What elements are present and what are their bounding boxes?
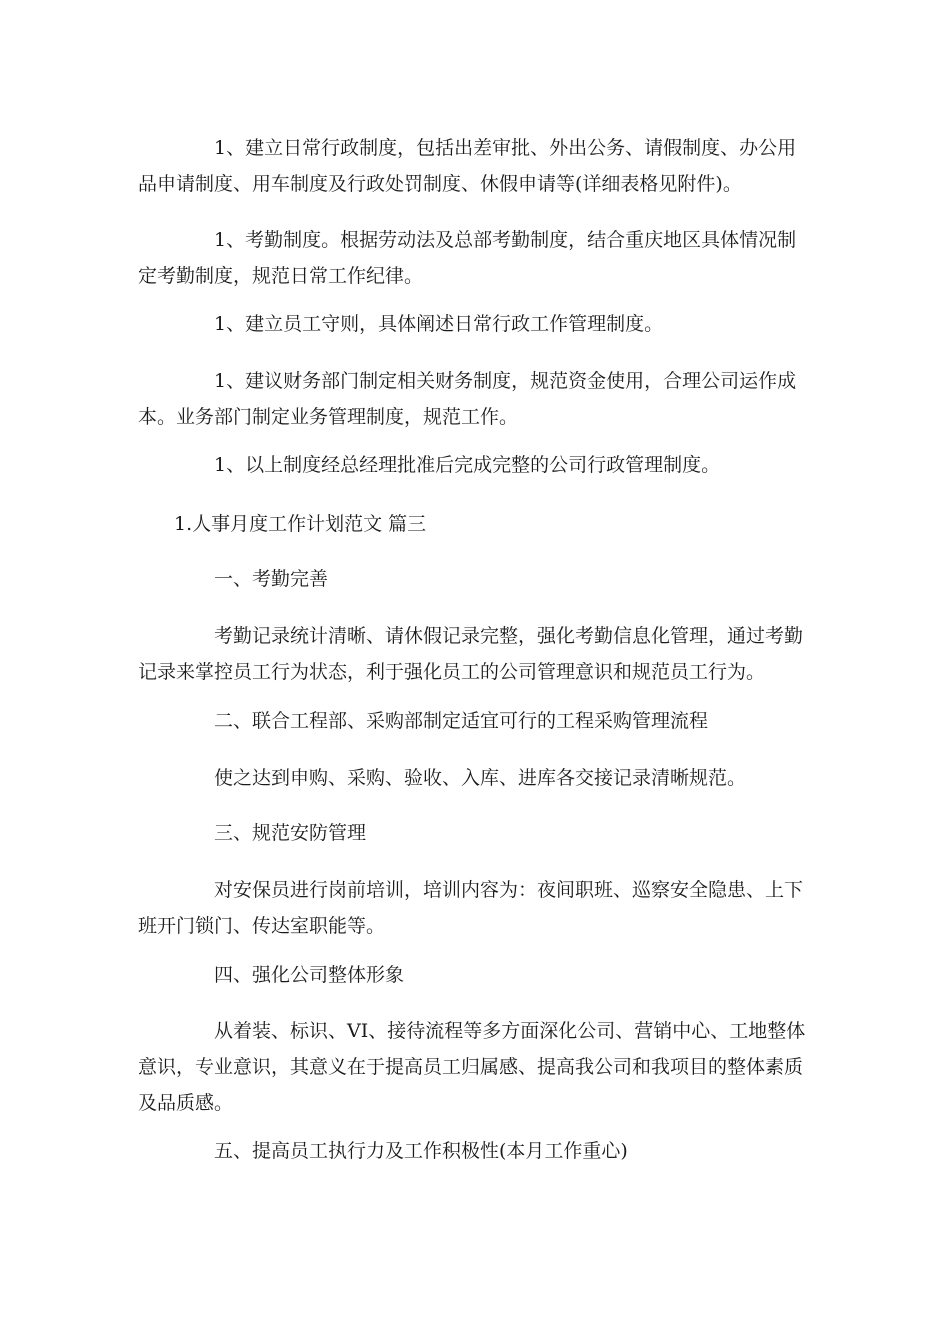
paragraph: 使之达到申购、采购、验收、入库、进库各交接记录清晰规范。: [214, 767, 747, 789]
section-title: 1.人事月度工作计划范文 篇三: [174, 513, 427, 535]
item-heading: 一、考勤完善: [214, 568, 329, 590]
item-heading: 四、强化公司整体形象: [214, 964, 405, 986]
paragraph: 从着装、标识、VI、接待流程等多方面深化公司、营销中心、工地整体意识，专业意识，其意义在于提高员工归属感、提高我公司和我项目的整体素质及品质感。: [138, 1020, 806, 1114]
item-heading: 二、联合工程部、采购部制定适宜可行的工程采购管理流程: [214, 710, 709, 732]
paragraph: 1、建立员工守则，具体阐述日常行政工作管理制度。: [214, 313, 664, 335]
paragraph: 1、以上制度经总经理批准后完成完整的公司行政管理制度。: [214, 454, 721, 476]
paragraph: 考勤记录统计清晰、请休假记录完整，强化考勤信息化管理，通过考勤记录来掌控员工行为状态，利于强化员工的公司管理意识和规范员工行为。: [138, 625, 804, 683]
item-heading: 五、提高员工执行力及工作积极性(本月工作重心): [214, 1140, 628, 1162]
paragraph: 1、建立日常行政制度，包括出差审批、外出公务、请假制度、办公用品申请制度、用车制度及行政处罚制度、休假申请等(详细表格见附件)。: [138, 137, 797, 195]
paragraph: 1、建议财务部门制定相关财务制度，规范资金使用，合理公司运作成本。业务部门制定业务管理制度，规范工作。: [138, 370, 797, 428]
item-heading: 三、规范安防管理: [214, 822, 367, 844]
paragraph: 1、考勤制度。根据劳动法及总部考勤制度，结合重庆地区具体情况制定考勤制度，规范日常工作纪律。: [138, 229, 797, 287]
paragraph: 对安保员进行岗前培训，培训内容为：夜间职班、巡察安全隐患、上下班开门锁门、传达室职能等。: [138, 879, 804, 937]
